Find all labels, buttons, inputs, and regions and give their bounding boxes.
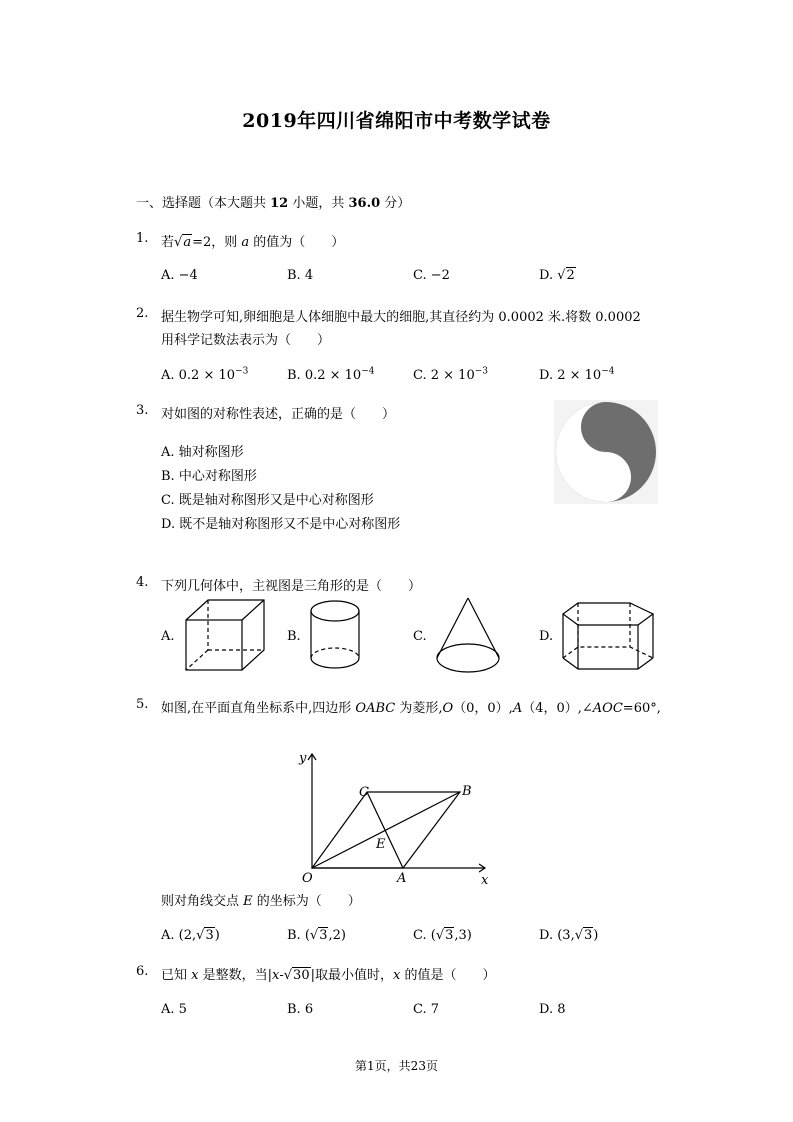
point-label-a: A: [397, 871, 407, 886]
q6-option-a: A. 5: [161, 1002, 187, 1017]
q4-option-c: C.: [413, 629, 427, 644]
q1-text: 若√a=2，则 a 的值为（ ）: [161, 235, 345, 250]
q2-number: 2.: [136, 306, 149, 321]
q3-text: 对如图的对称性表述，正确的是（ ）: [161, 407, 396, 422]
q2-option-d: D. $2 \times 10^{-4}$: [539, 366, 615, 383]
axis-label-y: y: [299, 751, 307, 766]
q1-number: 1.: [136, 231, 149, 246]
q3-option-b: B. 中心对称图形: [161, 469, 257, 484]
q2-option-a: A. $0.2 \times 10^{-3}$: [161, 366, 249, 383]
q1-option-c: C. −2: [413, 268, 450, 283]
point-label-o: O: [302, 871, 313, 886]
hexagonal-prism-figure: [558, 598, 660, 676]
q1-option-a: A. −4: [161, 268, 198, 283]
q5-option-a: A. (2,√3): [161, 928, 220, 943]
q4-option-a: A.: [161, 629, 175, 644]
q4-option-b: B.: [287, 629, 301, 644]
q6-option-c: C. 7: [413, 1002, 440, 1017]
q3-option-d: D. 既不是轴对称图形又不是中心对称图形: [161, 517, 401, 532]
page-title: 2019年四川省绵阳市中考数学试卷: [242, 110, 551, 132]
axis-label-x: x: [481, 873, 489, 888]
q1-option-b: B. 4: [287, 268, 314, 283]
q2-option-c: C. $2 \times 10^{-3}$: [413, 366, 488, 383]
q2-option-b: B. $0.2 \times 10^{-4}$: [287, 366, 375, 383]
q5-text: 如图,在平面直角坐标系中,四边形 OABC 为菱形,O（0，0）,A（4，0）,∠AOC=60°,: [161, 701, 661, 716]
q5-option-c: C. (√3,3): [413, 928, 472, 943]
q3-option-a: A. 轴对称图形: [161, 445, 244, 460]
q6-option-b: B. 6: [287, 1002, 314, 1017]
point-label-b: B: [462, 784, 472, 799]
q5-text-after: 则对角线交点 E 的坐标为（ ）: [161, 894, 361, 909]
q4-number: 4.: [136, 575, 149, 590]
cone-figure: [432, 594, 504, 678]
page-footer: 第1页，共23页: [355, 1059, 438, 1073]
cylinder-figure: [306, 598, 364, 676]
q6-text: 已知 x 是整数，当|x-√30|取最小值时，x 的值是（ ）: [161, 968, 496, 983]
q2-text-line1: 据生物学可知,卵细胞是人体细胞中最大的细胞,其直径约为 0.0002 米.将数 0.0002: [161, 310, 641, 325]
rhombus-diagram: [295, 748, 495, 888]
q3-option-c: C. 既是轴对称图形又是中心对称图形: [161, 493, 374, 508]
q4-option-d: D.: [539, 629, 554, 644]
yin-yang-figure: [554, 400, 658, 504]
q5-option-d: D. (3,√3): [539, 928, 599, 943]
q2-text-line2: 用科学记数法表示为（ ）: [161, 333, 331, 348]
q1-option-d: D. √2: [539, 268, 575, 283]
q5-option-b: B. (√3,2): [287, 928, 346, 943]
q3-number: 3.: [136, 403, 149, 418]
q6-option-d: D. 8: [539, 1002, 566, 1017]
cube-figure: [180, 596, 270, 676]
point-label-c: C: [359, 785, 369, 800]
section-heading: 一、选择题（本大题共 12 小题，共 36.0 分）: [136, 196, 411, 211]
q6-number: 6.: [136, 964, 149, 979]
q5-number: 5.: [136, 697, 149, 712]
q4-text: 下列几何体中，主视图是三角形的是（ ）: [161, 579, 422, 594]
point-label-e: E: [376, 837, 386, 852]
